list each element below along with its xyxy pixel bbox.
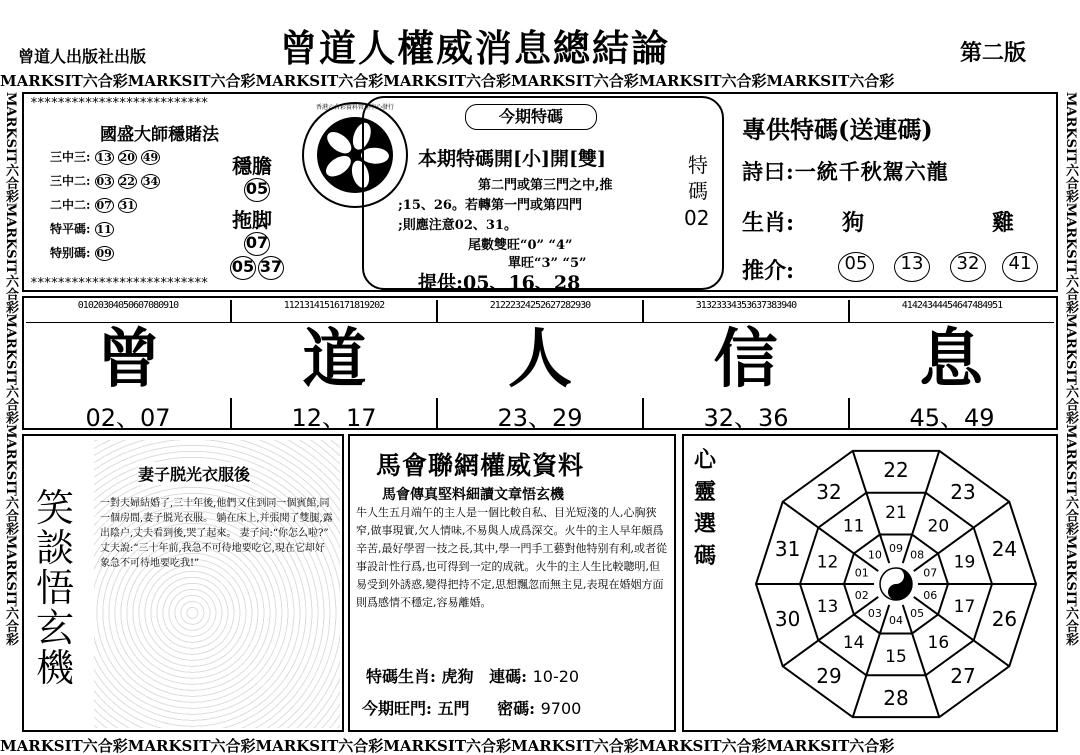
banner-chars	[26, 322, 1054, 398]
banner-char: 曾	[96, 322, 161, 397]
row-sanzhongsan	[50, 148, 200, 172]
number-ball: 49	[142, 151, 159, 164]
tuojiao-label: 拖脚	[232, 208, 272, 232]
zodiac-line-value: 虎狗	[441, 667, 474, 686]
number-ball: 13	[96, 151, 112, 164]
wheel-number: 21	[885, 502, 907, 523]
banner-char: 信	[713, 322, 778, 397]
zhuangong-title: 專供特碼(送連碼)	[742, 115, 933, 144]
banner-top-cell: 01020304050607080910	[26, 300, 232, 322]
row-label: 特别碼:	[50, 246, 91, 260]
banner-num: 02、07	[26, 398, 232, 428]
guosheng-title: 國盛大師穩賭法	[100, 125, 219, 145]
mima-label: 密碼:	[497, 699, 536, 718]
edition-label: 第二版	[960, 40, 1027, 66]
mahui-subtitle: 馬會傳真堅料細讀文章悟玄機	[382, 487, 564, 503]
mahui-zodiac-line	[366, 664, 579, 687]
number-ball: 34	[142, 175, 159, 188]
recommend-ball: 05	[838, 252, 874, 282]
row-tebiema	[50, 244, 200, 268]
number-ball: 20	[119, 151, 135, 164]
banner-nums	[26, 398, 1054, 432]
wheel-number: 12	[816, 552, 839, 573]
xinling-title: 心靈選碼	[694, 447, 717, 569]
row-label: 三中三:	[50, 150, 91, 164]
banner-top-cell: 11213141516171819202	[232, 300, 438, 322]
row-tepingma	[50, 220, 200, 244]
banner-char: 人	[507, 322, 572, 397]
wheel-number: 16	[927, 633, 950, 654]
xinling-wheel	[740, 440, 1052, 730]
zodiac-item: 狗	[842, 210, 865, 236]
tema-heading: 本期特碼開[小]開[雙]	[418, 148, 606, 170]
wendan-ball: 05	[244, 178, 270, 202]
banner-top-cell: 41424344454647484951	[901, 300, 1003, 311]
number-ball: 09	[96, 247, 112, 260]
tema-line: 第二門或第三門之中,推	[478, 178, 613, 193]
guosheng-stars-bottom: **************************	[30, 276, 208, 291]
zhuangong-poem: 詩曰:一統千秋駕六龍	[742, 159, 949, 184]
zodiac-item: 雞	[992, 210, 1015, 236]
banner-num: 32、36	[644, 398, 850, 428]
wang-value: 五門	[437, 699, 470, 718]
joke-side-title: 笑談悟玄機	[36, 486, 75, 690]
lian-value: 10-20	[532, 667, 580, 686]
guosheng-rows	[50, 148, 200, 268]
number-ball: 03	[96, 175, 112, 188]
wheel-number: 31	[774, 536, 801, 561]
number-ball: 22	[119, 175, 135, 188]
bottom-marksit-band: MARKSIT六合彩MARKSIT六合彩MARKSIT六合彩MARKSIT六合彩MARKSIT六合彩MARKSIT六合彩MARKSIT六合彩	[0, 737, 895, 755]
top-marksit-band: MARKSIT六合彩MARKSIT六合彩MARKSIT六合彩MARKSIT六合彩MARKSIT六合彩MARKSIT六合彩MARKSIT六合彩	[0, 72, 895, 90]
tema-provide: 提供:05、16、28	[418, 272, 581, 294]
number-ball: 31	[119, 199, 135, 212]
banner-char: 道	[302, 322, 367, 397]
tema-line: ;則應注意02、31。	[398, 218, 517, 233]
tema-line: 單旺“3” “5”	[508, 256, 587, 271]
publisher-label: 曾道人出版社出版	[18, 47, 147, 66]
row-label: 特平碼:	[50, 222, 91, 236]
wheel-number: 20	[927, 516, 950, 537]
row-sanzhonger	[50, 172, 200, 196]
wheel-number: 17	[953, 597, 976, 618]
banner-char: 息	[919, 322, 984, 397]
wheel-number: 15	[885, 646, 907, 667]
recommend-ball: 41	[1002, 252, 1038, 282]
wheel-number: 11	[842, 516, 865, 537]
wheel-number: 05	[910, 606, 925, 620]
number-ball: 07	[96, 199, 112, 212]
wheel-number: 30	[774, 607, 801, 632]
wang-label: 今期旺門:	[362, 699, 432, 718]
mima-value: 9700	[540, 699, 582, 718]
recommend-ball: 13	[894, 252, 930, 282]
tema-badge: 今期特碼	[465, 104, 597, 130]
tema-line: 尾數雙旺“0” “4”	[468, 238, 573, 253]
recommend-label: 推介:	[742, 258, 795, 284]
wheel-number: 23	[950, 479, 976, 504]
wheel-number: 29	[816, 664, 842, 689]
yin-yang-icon	[880, 568, 912, 600]
wheel-number: 27	[950, 664, 976, 689]
wheel-number: 02	[854, 588, 869, 602]
zodiac-line-label: 特碼生肖:	[366, 667, 436, 686]
wheel-number: 26	[991, 607, 1018, 632]
tuojiao-ball: 07	[244, 232, 270, 256]
recommend-ball: 32	[950, 252, 986, 282]
wheel-number: 22	[883, 458, 909, 482]
wheel-number: 04	[889, 613, 903, 627]
tema-side-label: 特碼	[688, 153, 708, 203]
banner-num: 45、49	[909, 404, 995, 432]
wheel-number: 32	[816, 479, 842, 504]
joke-title: 妻子脱光衣服後	[138, 462, 250, 485]
row-label: 三中二:	[50, 174, 91, 188]
mahui-wang-line	[362, 696, 581, 719]
mahui-text: 牛人生五月端午的主人是一個比較自私、目光短淺的人,心胸狹窄,做事現實,欠人情味,不易與人成爲深交。火牛的主人早年頗爲辛苦,最好學習一技之長,其中,學一門手工藝對他特别有利,或者從事設計性行爲,也可得到一定的成就。火牛的主人生比較聰明,但易受到外誘惑,變得把持不定,思想飄忽而無主見,表現在婚姻方面則爲感情不穩定,容易離婚。	[356, 506, 667, 609]
banner-top-cell: 31323334353637383940	[644, 300, 850, 322]
tema-side-num: 02	[684, 206, 710, 230]
lian-label: 連碼:	[489, 667, 528, 686]
wheel-number: 13	[816, 597, 839, 618]
page-title: 曾道人權威消息總結論	[280, 26, 670, 70]
row-label: 二中二:	[50, 198, 91, 212]
wheel-number: 14	[842, 633, 865, 654]
banner-top-cell: 21222324252627282930	[438, 300, 644, 322]
right-marksit-band: MARKSIT六合彩MARKSIT六合彩MARKSIT六合彩MARKSIT六合彩MARKSIT六合彩	[1063, 92, 1078, 646]
tema-line: ;15、26。若轉第一門或第四門	[398, 198, 582, 213]
guosheng-stars-top: **************************	[30, 96, 208, 111]
wendan-label: 穩膽	[232, 154, 272, 178]
wheel-number: 28	[883, 686, 909, 710]
banner-num: 12、17	[232, 398, 438, 428]
banner-num: 23、29	[438, 398, 644, 428]
logo-ring-text: 香港六合彩資料管理中心發行	[315, 104, 394, 111]
number-ball: 11	[96, 223, 112, 236]
wheel-number: 09	[889, 541, 903, 555]
mahui-title: 馬會聯網權威資料	[376, 451, 585, 480]
wheel-number: 24	[991, 536, 1018, 561]
wheel-number: 10	[867, 548, 882, 562]
banner-top-row	[26, 300, 1054, 323]
tuojiao-ball: 05	[230, 256, 256, 280]
row-erzhonger	[50, 196, 200, 220]
joke-text: 一對夫婦結婚了,三十年後,他們又住到同一個賓館,同一個房間,妻子脱光衣服。 躺在床上,并張開了雙腿,露出陰户,丈夫看到後,哭了起來。 妻子问:“你怎么啦?” 丈夫說:“三十年前,我急不可待地要吃它,現在它却好象急不可待地要吃我!”	[100, 498, 333, 569]
wheel-number: 08	[910, 548, 925, 562]
wheel-number: 19	[953, 552, 976, 573]
wheel-number: 03	[867, 606, 882, 620]
tuojiao-ball: 37	[258, 256, 284, 280]
wheel-number: 06	[923, 588, 938, 602]
left-marksit-band: MARKSIT六合彩MARKSIT六合彩MARKSIT六合彩MARKSIT六合彩MARKSIT六合彩	[3, 92, 18, 646]
wheel-number: 07	[923, 566, 938, 580]
zodiac-label: 生肖:	[742, 210, 795, 236]
wheel-number: 01	[854, 566, 869, 580]
